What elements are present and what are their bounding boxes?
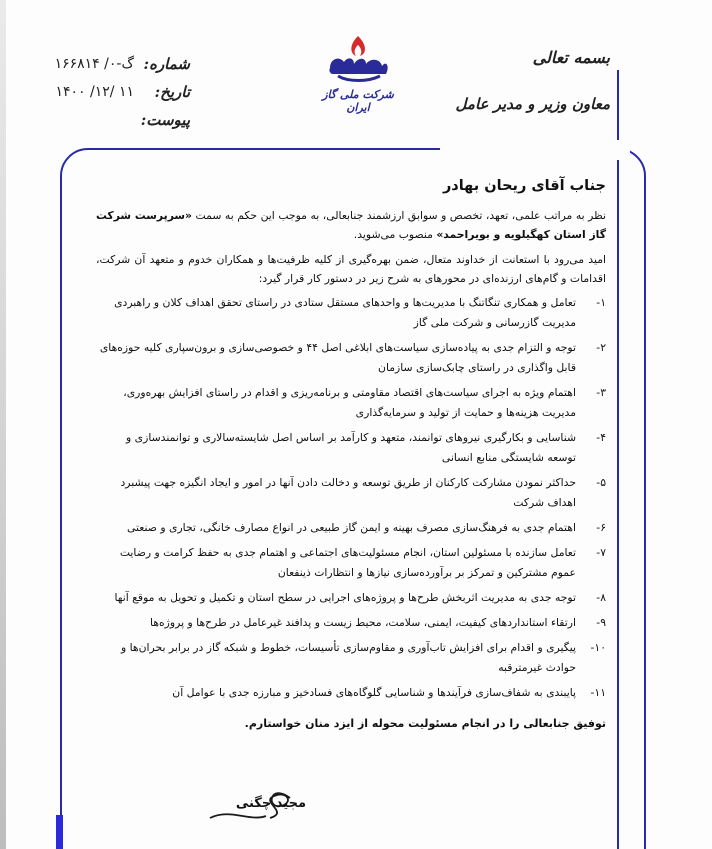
list-item bbox=[96, 293, 606, 333]
letter-meta bbox=[30, 50, 190, 134]
item-text: اهتمام جدی به فرهنگ‌سازی مصرف بهینه و ایمن گاز طبیعی در انواع مصارف خانگی، تجاری و صنعتی bbox=[127, 521, 576, 534]
closing-line: توفیق جنابعالی را در انجام مسئولیت محوله از ایزد منان خواستارم. bbox=[244, 717, 606, 730]
item-text: توجه جدی به مدیریت اثربخش طرح‌ها و پروژه‌های اجرایی در سطح استان و تکمیل و تحویل به موقع آنها bbox=[114, 591, 576, 604]
letterhead-right bbox=[440, 48, 610, 113]
meta-number-row bbox=[30, 50, 190, 78]
company-logo bbox=[318, 32, 398, 112]
item-text: تعامل سازنده با مسئولین استان، انجام مسئولیت‌های اجتماعی و اهتمام جدی به حفظ کرامت و رضایت عموم مشترکین و تمرکز بر برآورده‌سازی نیازها و انتظارات ذینفعان bbox=[119, 546, 576, 579]
list-item bbox=[96, 683, 606, 703]
intro-paragraph bbox=[96, 206, 606, 244]
item-number: ۱- bbox=[596, 296, 606, 309]
list-item bbox=[96, 638, 606, 678]
attachment-label: پیوست: bbox=[140, 111, 190, 129]
bismillah-heading: بسمه تعالی bbox=[532, 48, 610, 67]
item-text: تعامل و همکاری تنگاتنگ با مدیریت‌ها و واحدهای مستقل ستادی در راستای تحقق اهداف کلان و راهبردی مدیریت گازرسانی و شرکت ملی گاز bbox=[114, 296, 576, 329]
letter-body bbox=[96, 178, 606, 730]
recipient-heading: جناب آقای ریحان بهادر bbox=[442, 178, 606, 194]
list-item bbox=[96, 428, 606, 468]
number-value: گ-۰/ ۱۶۶۸۱۴ bbox=[54, 56, 134, 72]
list-item bbox=[96, 588, 606, 608]
item-number: ۴- bbox=[596, 431, 606, 444]
meta-attachment-row bbox=[30, 106, 190, 134]
date-label: تاریخ: bbox=[154, 83, 190, 101]
list-item bbox=[96, 613, 606, 633]
item-number: ۹- bbox=[596, 616, 606, 629]
item-number: ۳- bbox=[596, 386, 606, 399]
page-edge-shadow bbox=[0, 0, 6, 849]
item-number: ۷- bbox=[596, 546, 606, 559]
item-text: شناسایی و بکارگیری نیروهای توانمند، متعهد و کارآمد بر اساس اصل شایسته‌سالاری و توانمندسازی و توسعه شایستگی منابع انسانی bbox=[126, 431, 576, 464]
number-label: شماره: bbox=[143, 55, 190, 73]
item-text: اهتمام ویژه به اجرای سیاست‌های اقتصاد مقاومتی و برنامه‌ریزی و اقدام در راستای افزایش بهره‌وری، مدیریت هزینه‌ها و حمایت از تولید و سرمایه‌گذاری bbox=[123, 386, 576, 419]
item-number: ۶- bbox=[596, 521, 606, 534]
list-item bbox=[96, 518, 606, 538]
second-paragraph: امید می‌رود با استعانت از خداوند متعال، ضمن بهره‌گیری از کلیه ظرفیت‌ها و همکاران خدوم و متعهد آن شرکت، اقدامات و گام‌های ارزنده‌ای در محورهای به شرح زیر در دستور کار قرار گیرد: bbox=[96, 253, 606, 285]
item-number: ۵- bbox=[596, 476, 606, 489]
meta-date-row bbox=[30, 78, 190, 106]
intro-ending: منصوب می‌شوید. bbox=[353, 228, 437, 241]
item-text: پایبندی به شفاف‌سازی فرآیندها و شناسایی گلوگاه‌های فسادخیز و مبارزه جدی با عوامل آن bbox=[172, 686, 576, 699]
list-item bbox=[96, 383, 606, 423]
item-text: ارتقاء استانداردهای کیفیت، ایمنی، سلامت، محیط زیست و پدافند غیرعامل در طرح‌ها و پروژه‌ها bbox=[150, 616, 576, 629]
list-item bbox=[96, 338, 606, 378]
item-number: ۲- bbox=[596, 341, 606, 354]
position-title: «سرپرست شرکت گاز استان کهگیلویه و بویراحمد» bbox=[96, 209, 606, 241]
list-item bbox=[96, 473, 606, 513]
signer-name: مجید چگنی bbox=[235, 796, 306, 811]
frame-gap bbox=[440, 140, 630, 160]
item-number: ۸- bbox=[596, 591, 606, 604]
item-text: توجه و التزام جدی به پیاده‌سازی سیاست‌های ابلاغی اصل ۴۴ و خصوصی‌سازی و برون‌سپاری کلیه حوزه‌های قابل واگذاری در راستای چابک‌سازی سازمان bbox=[99, 341, 576, 374]
intro-text: نظر به مراتب علمی، تعهد، تخصص و سوابق ارزشمند جنابعالی، به موجب این حکم به سمت bbox=[195, 209, 606, 222]
sender-title: معاون وزیر و مدیر عامل bbox=[455, 95, 610, 113]
item-text: پیگیری و اقدام برای افزایش تاب‌آوری و مقاوم‌سازی تأسیسات، خطوط و شبکه گاز در برابر بحران‌ها و حوادث غیرمترقبه bbox=[121, 641, 576, 674]
flame-logo-icon bbox=[318, 32, 398, 90]
item-text: حداکثر نمودن مشارکت کارکنان از طریق توسعه و دخالت دادن آنها در امور و ایجاد انگیزه جهت پیشبرد اهداف شرکت bbox=[120, 476, 576, 509]
duties-list bbox=[96, 293, 606, 703]
list-item bbox=[96, 543, 606, 583]
item-number: ۱۱- bbox=[590, 686, 606, 699]
logo-caption: شرکت ملی گاز ایران bbox=[322, 88, 394, 114]
blue-accent-bar bbox=[56, 815, 63, 849]
date-value: ۱۴۰۰ /۱۲/ ۱۱ bbox=[55, 84, 134, 100]
item-number: ۱۰- bbox=[590, 641, 606, 654]
